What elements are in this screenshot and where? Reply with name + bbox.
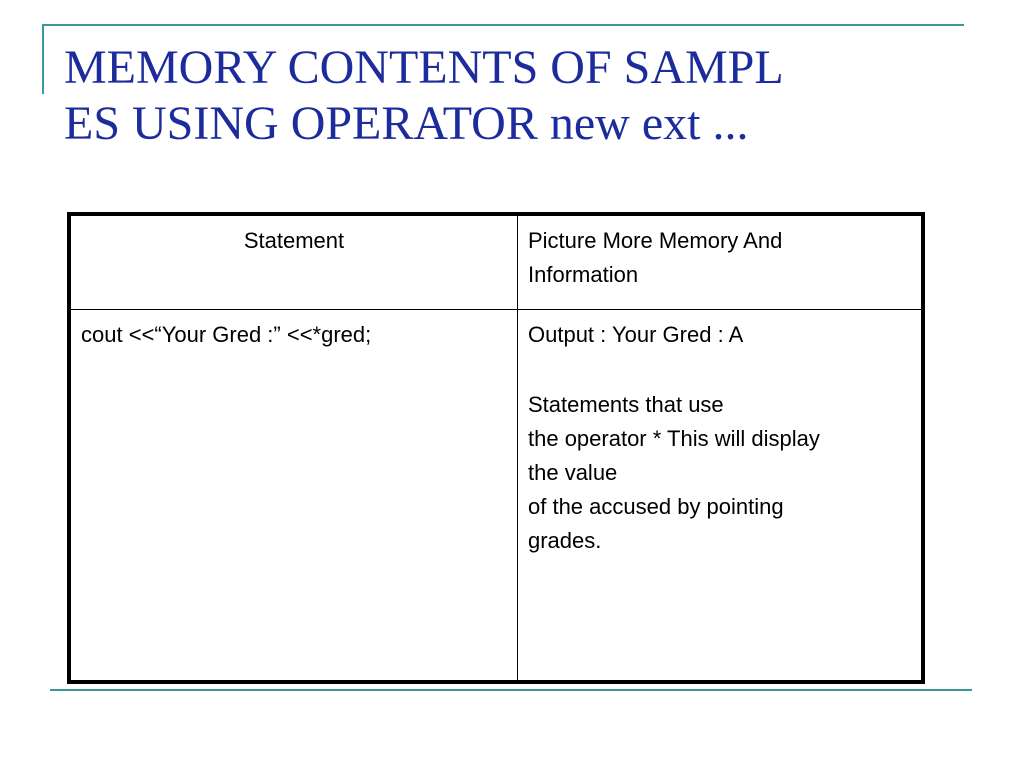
- title-line-1: MEMORY CONTENTS OF SAMPL: [64, 41, 784, 94]
- bottom-rule: [50, 689, 972, 691]
- output-description: [528, 388, 911, 558]
- description-line: the value: [528, 460, 618, 485]
- slide-title: [64, 40, 964, 152]
- description-line: grades.: [528, 528, 602, 553]
- table-header-row: [71, 216, 922, 310]
- description-line: the operator * This will display: [528, 426, 820, 451]
- description-line: of the accused by pointing: [528, 494, 784, 519]
- memory-table: [67, 212, 925, 684]
- top-rule: [42, 24, 964, 26]
- title-suffix: new ext ...: [537, 97, 749, 150]
- header-statement-label: Statement: [243, 228, 345, 253]
- header-picture: [518, 216, 922, 310]
- cell-output: [518, 310, 922, 681]
- header-picture-line-2: Information: [528, 262, 639, 287]
- title-line-2-main: ES USING OPERATOR: [64, 97, 538, 150]
- description-line: Statements that use: [528, 392, 724, 417]
- statement-code: cout <<“Your Gred :” <<*gred;: [81, 322, 372, 347]
- memory-table-grid: [70, 215, 922, 681]
- left-rule: [42, 24, 44, 94]
- output-text: Output : Your Gred : A: [528, 322, 744, 347]
- header-statement: [71, 216, 518, 310]
- table-row: [71, 310, 922, 681]
- title-line-2: [64, 96, 964, 152]
- cell-statement: [71, 310, 518, 681]
- header-picture-line-1: Picture More Memory And: [528, 228, 783, 253]
